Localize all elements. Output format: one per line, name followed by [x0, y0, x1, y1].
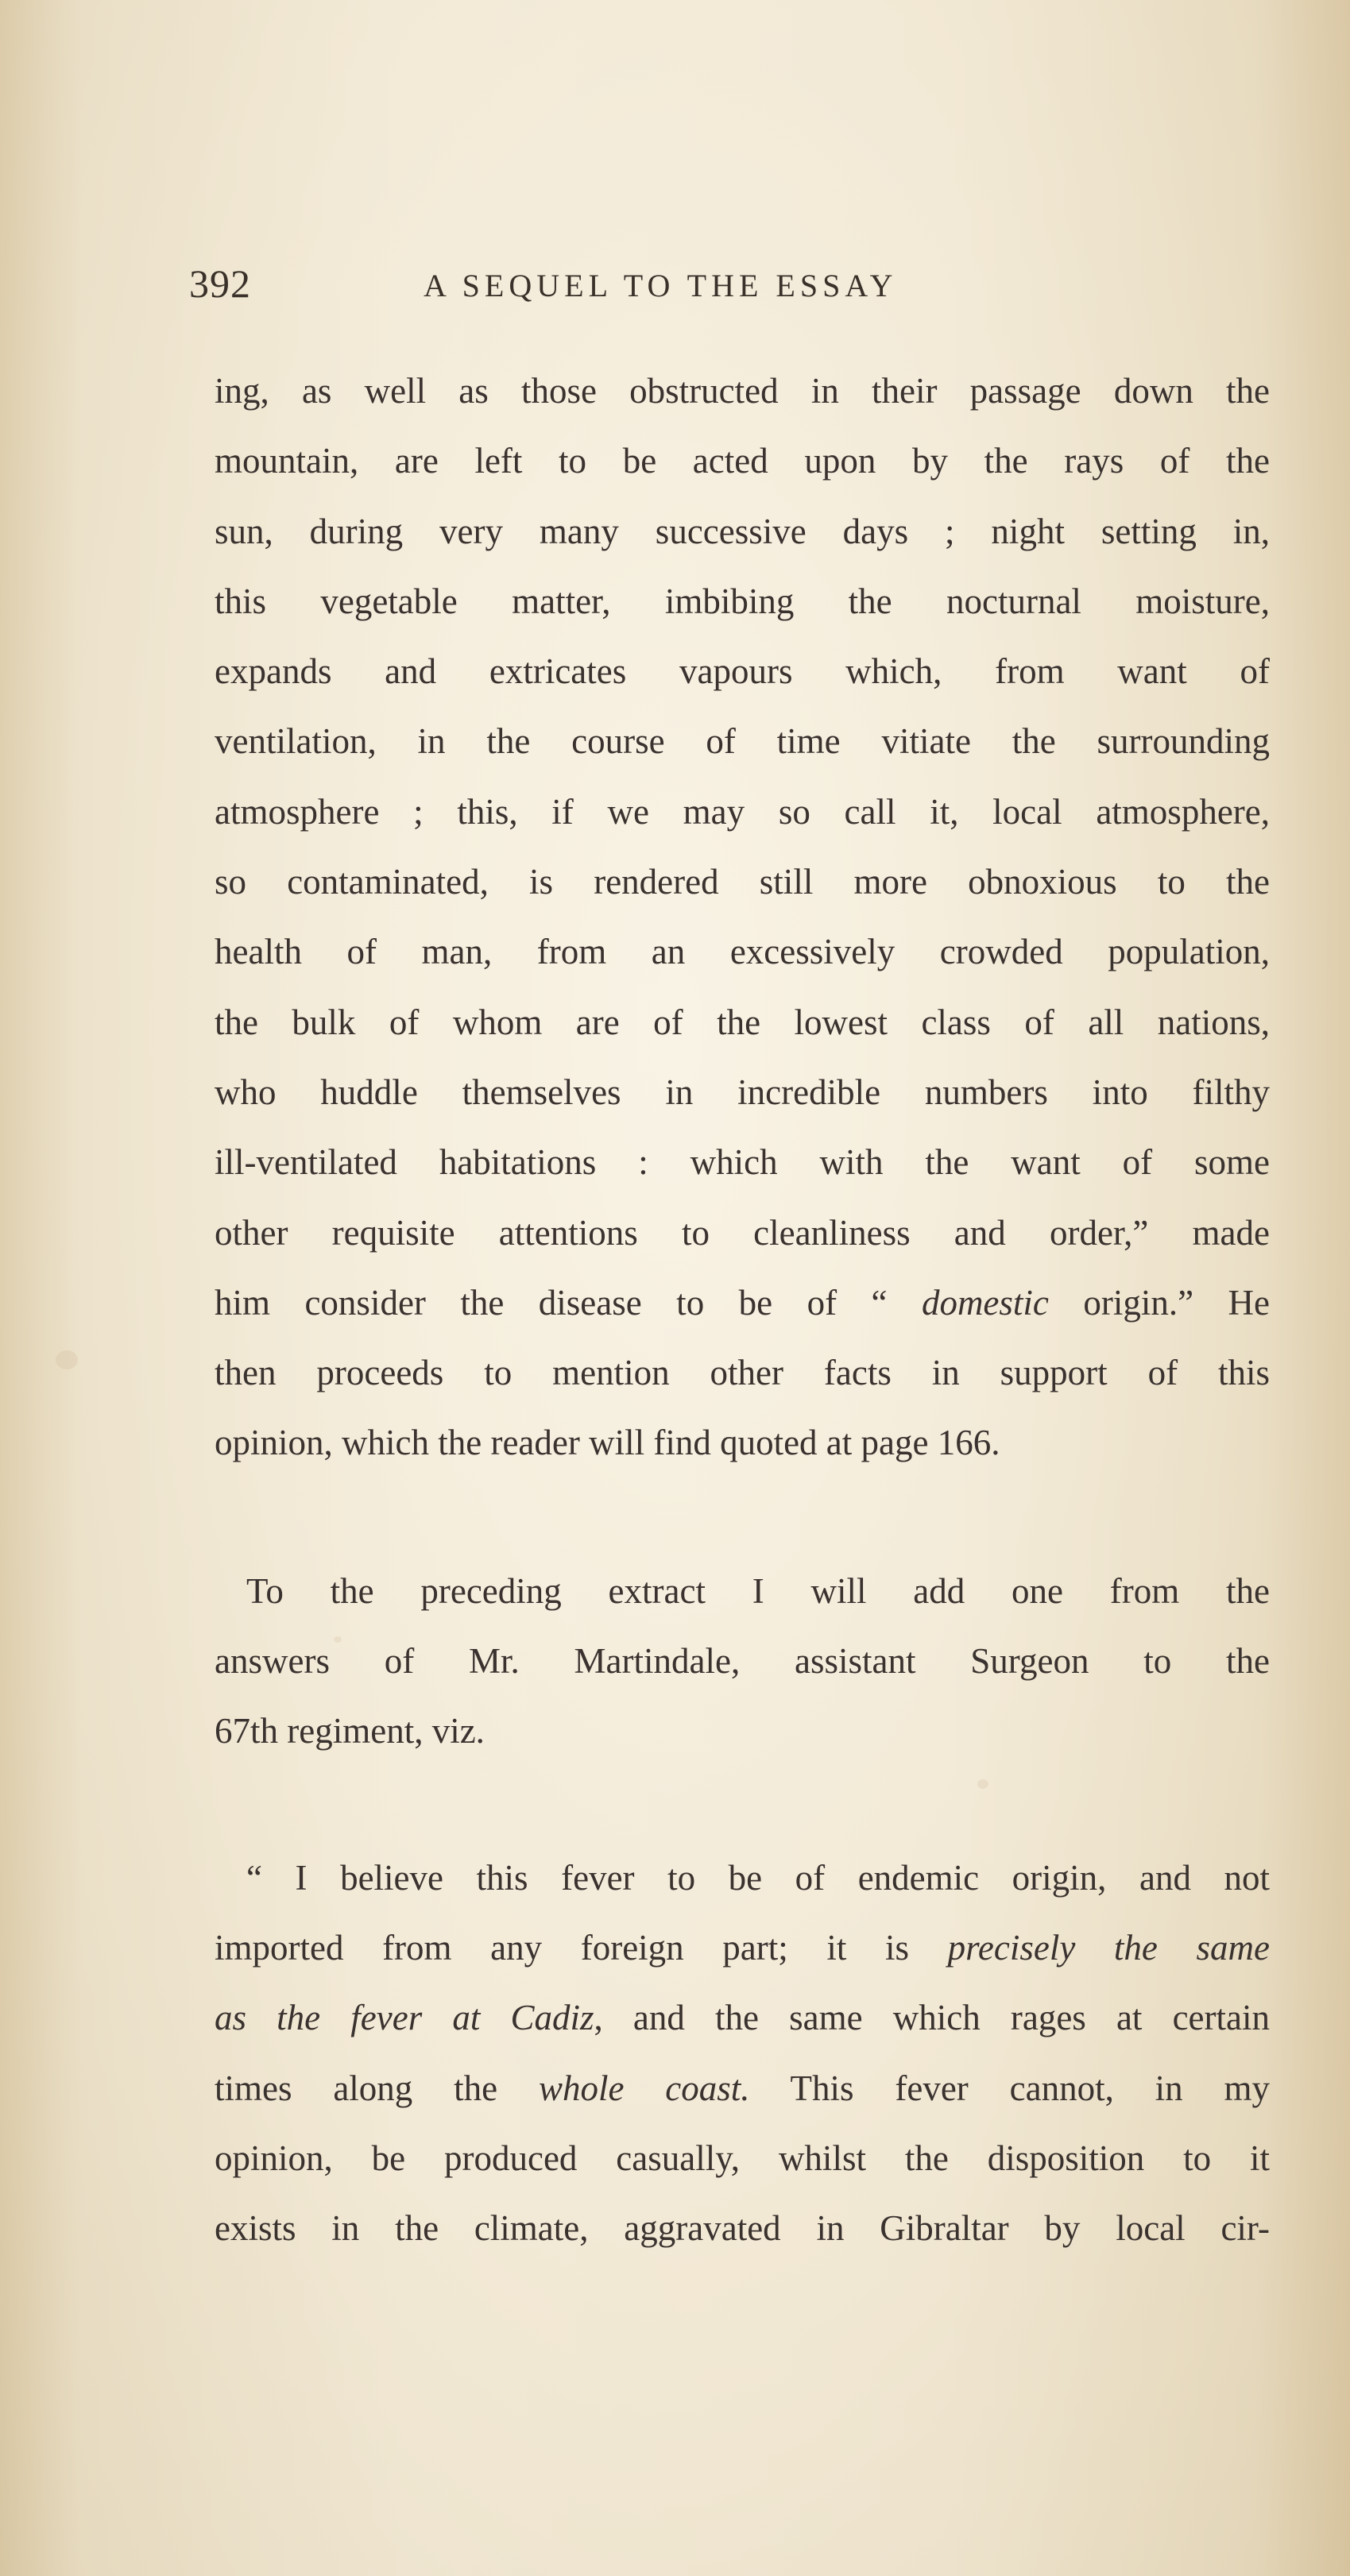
- body-text: [215, 356, 1270, 2263]
- text-line: mountain, are left to be acted upon by the rays of the: [215, 441, 1270, 481]
- page-number: 392: [189, 261, 251, 306]
- text-segment: imported from any foreign part; it is: [215, 1927, 948, 1968]
- text-line: [215, 1913, 1270, 1983]
- text-line: who huddle themselves in incredible numbers into filthy: [215, 1072, 1270, 1112]
- paragraph-3: [215, 1843, 1270, 2264]
- running-head: A SEQUEL TO THE ESSAY: [424, 268, 898, 303]
- text-line: this vegetable matter, imbibing the nocturnal moisture,: [215, 581, 1270, 621]
- text-segment: This fever cannot, in my: [749, 2068, 1270, 2108]
- text-segment: him consider the disease to be of “: [215, 1282, 922, 1323]
- foxing-spot: [56, 1350, 78, 1369]
- text-segment: , and the same which rages at certain: [594, 1998, 1270, 2038]
- italic-text: whole coast.: [538, 2068, 750, 2108]
- text-segment: origin.” He: [1048, 1282, 1270, 1323]
- paragraph-gap: [215, 1767, 1270, 1843]
- text-segment: times along the: [215, 2068, 539, 2108]
- text-line: “ I believe this fever to be of endemic origin, and not: [246, 1857, 1270, 1898]
- text-line: [215, 2053, 1270, 2123]
- text-line: 67th regiment, viz.: [215, 1711, 485, 1751]
- text-line: expands and extricates vapours which, from want of: [215, 651, 1270, 692]
- text-line: ventilation, in the course of time vitiate the surrounding: [215, 721, 1270, 762]
- text-line: exists in the climate, aggravated in Gibraltar by local cir-: [215, 2208, 1270, 2249]
- text-line: ing, as well as those obstructed in their passage down the: [215, 371, 1270, 411]
- paragraph-gap: [215, 1478, 1270, 1556]
- text-line: other requisite attentions to cleanliness and order,” made: [215, 1212, 1270, 1253]
- text-line: opinion, be produced casually, whilst the disposition to it: [215, 2138, 1270, 2178]
- paragraph-2: [215, 1556, 1270, 1767]
- paragraph-1: [215, 356, 1270, 1478]
- italic-text: domestic: [921, 1282, 1049, 1323]
- text-line: atmosphere ; this, if we may so call it, local atmosphere,: [215, 791, 1270, 832]
- text-line: the bulk of whom are of the lowest class of all nations,: [215, 1002, 1270, 1042]
- text-line: then proceeds to mention other facts in support of this: [215, 1353, 1270, 1393]
- text-line: health of man, from an excessively crowded population,: [215, 932, 1270, 972]
- text-line: [215, 1268, 1270, 1338]
- text-line: so contaminated, is rendered still more obnoxious to the: [215, 862, 1270, 902]
- text-line: [215, 1983, 1270, 2053]
- text-line: ill-ventilated habitations : which with the want of some: [215, 1142, 1270, 1183]
- italic-text: precisely the same: [947, 1927, 1270, 1968]
- text-line: sun, during very many successive days ; night setting in,: [215, 511, 1270, 551]
- page-header: [189, 261, 1271, 324]
- text-line: answers of Mr. Martindale, assistant Surgeon to the: [215, 1641, 1270, 1682]
- italic-text: as the fever at Cadiz: [215, 1998, 594, 2038]
- text-line: opinion, which the reader will find quoted at page 166.: [215, 1423, 1000, 1463]
- text-line: To the preceding extract I will add one from the: [246, 1570, 1270, 1611]
